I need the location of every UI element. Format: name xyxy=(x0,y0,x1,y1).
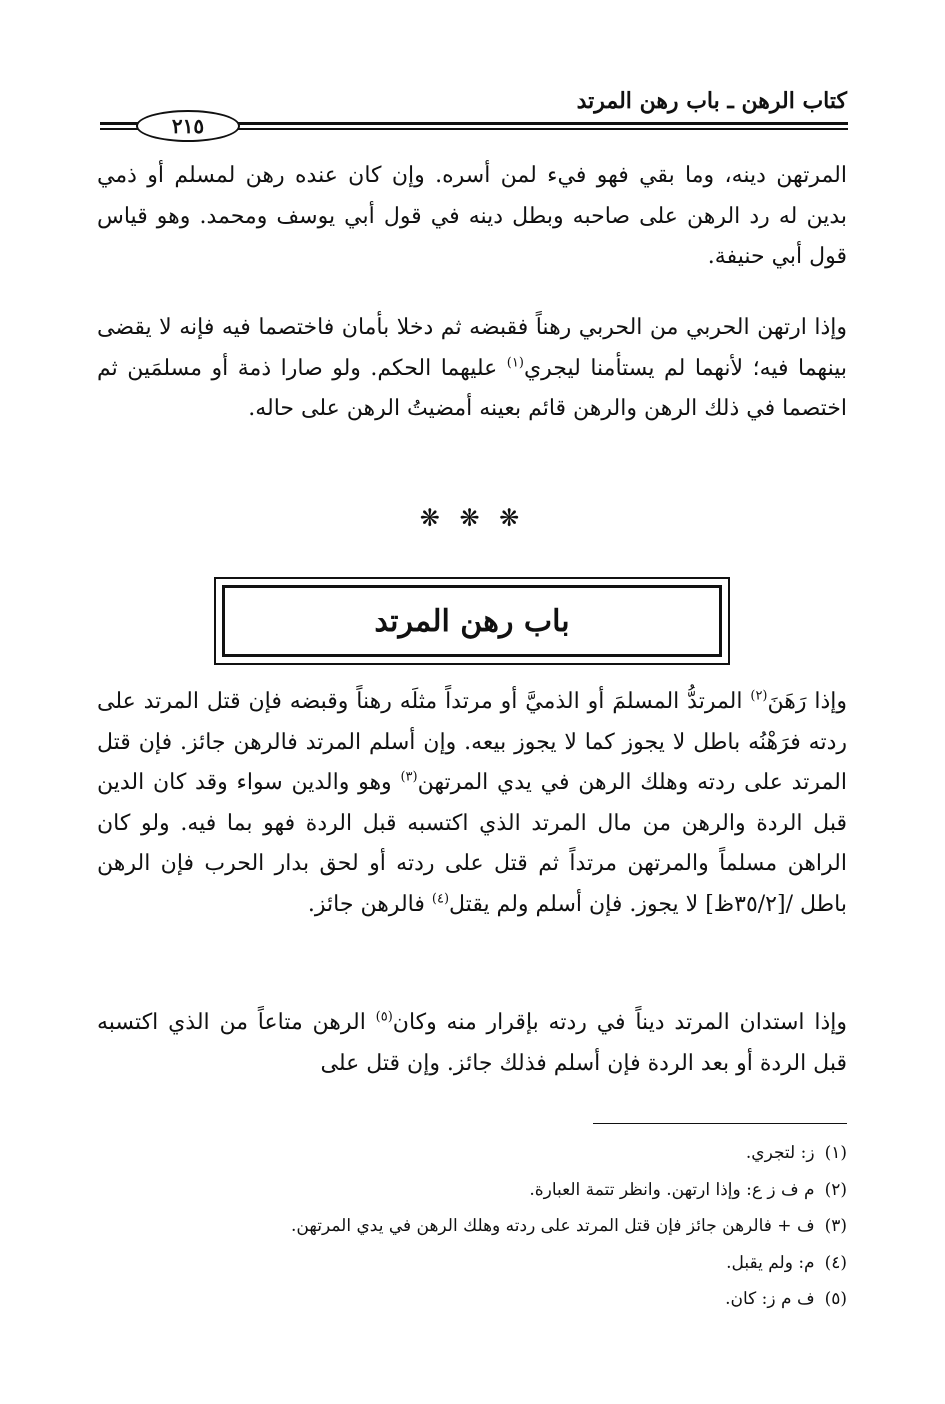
footnote-number: (١) xyxy=(824,1143,847,1163)
footnote-number: (٢) xyxy=(824,1179,847,1200)
paragraph-4-text-b: الرهن متاعاً من الذي اكتسبه قبل الردة أو بعد الردة فإن أسلم فذلك جائز. وإن قتل على xyxy=(97,1010,847,1076)
paragraph-3-text-d: فالرهن جائز. xyxy=(307,891,432,917)
paragraph-3-text-c: وهو والدين سواء وقد كان الدين قبل الردة والرهن من مال المرتد الذي اكتسبه قبل الردة فهو بما فيه. ولو كان الراهن مسلماً والمرتهن مرتداً ثم قتل على ردته أو لحق بدار الحرب فإن الرهن باطل /[٣٥/٢ظ] لا يجوز. فإن أسلم ولم يقتل xyxy=(97,770,848,917)
paragraph-2 xyxy=(97,308,847,430)
footnote-item xyxy=(97,1172,847,1209)
footnote-number: (٣) xyxy=(824,1216,847,1236)
footnote-text: ف م ز: كان. xyxy=(725,1289,815,1309)
footnote-separator xyxy=(593,1123,847,1124)
section-ornament: ❋ ❋ ❋ xyxy=(419,504,526,532)
footnote-item xyxy=(97,1135,847,1172)
footnote-number: (٥) xyxy=(824,1289,847,1309)
header-rule xyxy=(100,108,848,138)
paragraph-2-text-a: وإذا ارتهن الحربي من الحربي رهناً فقبضه ثم دخلا بأمان فاختصما فيه فإنه لا يقضى بينهما فيه؛ لأنهما لم يستأمنا ليجري xyxy=(97,315,847,381)
footnotes xyxy=(97,1135,847,1318)
paragraph-3-text-b: المرتدُّ المسلمَ أو الذميَّ أو مرتداً مثلَه رهناً وقبضه فإن قتل المرتد على ردته فرَهْنُه باطل لا يجوز كما لا يجوز بيعه. وإن أسلم المرتد فالرهن جائز. فإن قتل المرتد على ردته وهلك الرهن في يدي المرتهن xyxy=(97,689,847,795)
footnote-ref-1: (١) xyxy=(506,355,524,371)
footnote-item xyxy=(97,1245,847,1282)
paragraph-4-text-a: وإذا استدان المرتد ديناً في ردته بإقرار منه وكان xyxy=(392,1010,847,1035)
page-number: ٢١٥ xyxy=(136,110,240,142)
chapter-title: باب رهن المرتد xyxy=(374,603,570,639)
footnote-ref-2: (٢) xyxy=(750,688,768,704)
footnote-item xyxy=(97,1208,847,1245)
footnote-text: م: ولم يقبل. xyxy=(726,1252,815,1273)
paragraph-3-text-a: وإذا رَهَنَ xyxy=(767,689,847,714)
chapter-title-box xyxy=(214,577,730,665)
running-title: كتاب الرهن ـ باب رهن المرتد xyxy=(576,88,847,114)
footnote-ref-3: (٣) xyxy=(400,769,418,785)
footnote-text: م ف ز ع: وإذا ارتهن. وانظر تتمة العبارة. xyxy=(529,1179,815,1200)
footnote-item xyxy=(97,1281,847,1318)
footnote-ref-4: (٤) xyxy=(431,891,450,907)
paragraph-1: المرتهن دينه، وما بقي فهو فيء لمن أسره. وإن كان عنده رهن لمسلم أو ذمي بدين له رد الرهن على صاحبه وبطل دينه في قول أبي يوسف ومحمد. وهو قياس قول أبي حنيفة. xyxy=(97,163,847,269)
footnote-number: (٤) xyxy=(824,1252,847,1273)
paragraph-3 xyxy=(97,682,847,925)
footnote-text: ف + فالرهن جائز فإن قتل المرتد على ردته وهلك الرهن في يدي المرتهن. xyxy=(291,1216,815,1236)
footnote-text: ز: لتجري. xyxy=(745,1143,815,1163)
paragraph-2-text-b: عليهما الحكم. ولو صارا ذمة أو مسلمَين ثم اختصما في ذلك الرهن والرهن قائم بعينه أمضيتُ الرهن على حاله. xyxy=(97,355,847,421)
paragraph-4 xyxy=(97,1003,847,1084)
footnote-ref-5: (٥) xyxy=(375,1009,393,1025)
